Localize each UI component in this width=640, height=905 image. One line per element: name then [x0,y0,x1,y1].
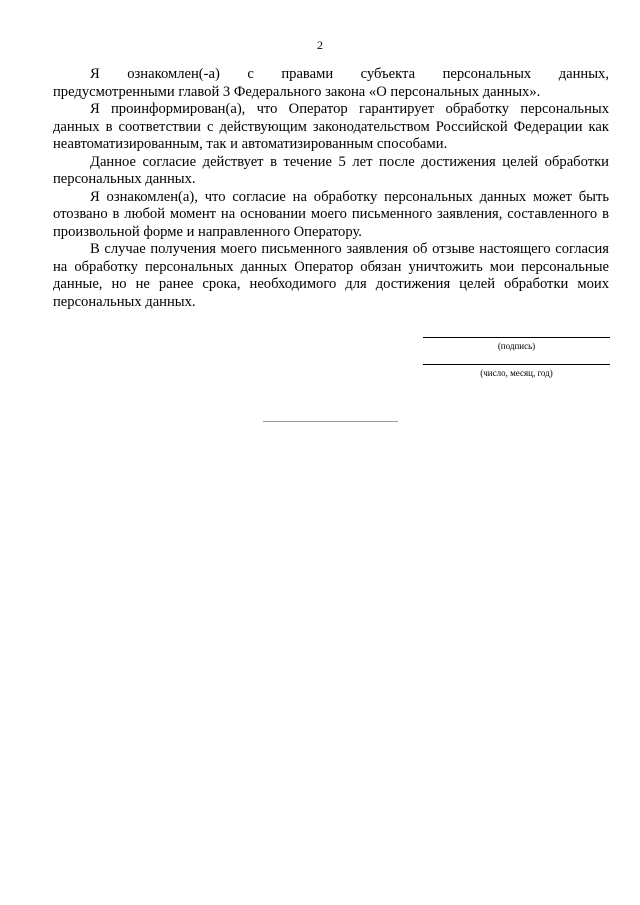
date-block [423,364,610,379]
end-divider [263,421,398,422]
paragraph-rights-first-line: Я ознакомлен(-а) с правами субъекта персональных данных, [90,66,609,82]
paragraph-rights-rest: предусмотренными главой 3 Федерального закона «О персональных данных». [53,83,541,100]
paragraph-destruction: В случае получения моего письменного заявления об отзыве настоящего согласия на обработку персональных данных Оператор обязан уничтожить мои персональные данные, но не ранее срока, необходимого для достижения целей обработки моих персональных данных. [53,241,609,310]
paragraph-validity: Данное согласие действует в течение 5 лет после достижения целей обработки персональных данных. [53,153,609,187]
signature-caption: (подпись) [497,341,536,351]
paragraph-revocation: Я ознакомлен(а), что согласие на обработку персональных данных может быть отозвано в любой момент на основании моего письменного заявления, составленного в произвольной форме и направленного Оператору. [53,188,609,240]
consent-text [53,66,609,311]
signature-line [423,337,610,338]
date-line [423,364,610,365]
paragraph-guarantee: Я проинформирован(а), что Оператор гарантирует обработку персональных данных в соответствии с действующим законодательством Российской Федерации как неавтоматизированным, так и автоматизированным способами. [53,101,609,152]
paragraph-rights [53,66,609,101]
date-caption: (число, месяц, год) [480,368,553,378]
signature-block [423,337,610,352]
page-number: 2 [317,38,323,52]
